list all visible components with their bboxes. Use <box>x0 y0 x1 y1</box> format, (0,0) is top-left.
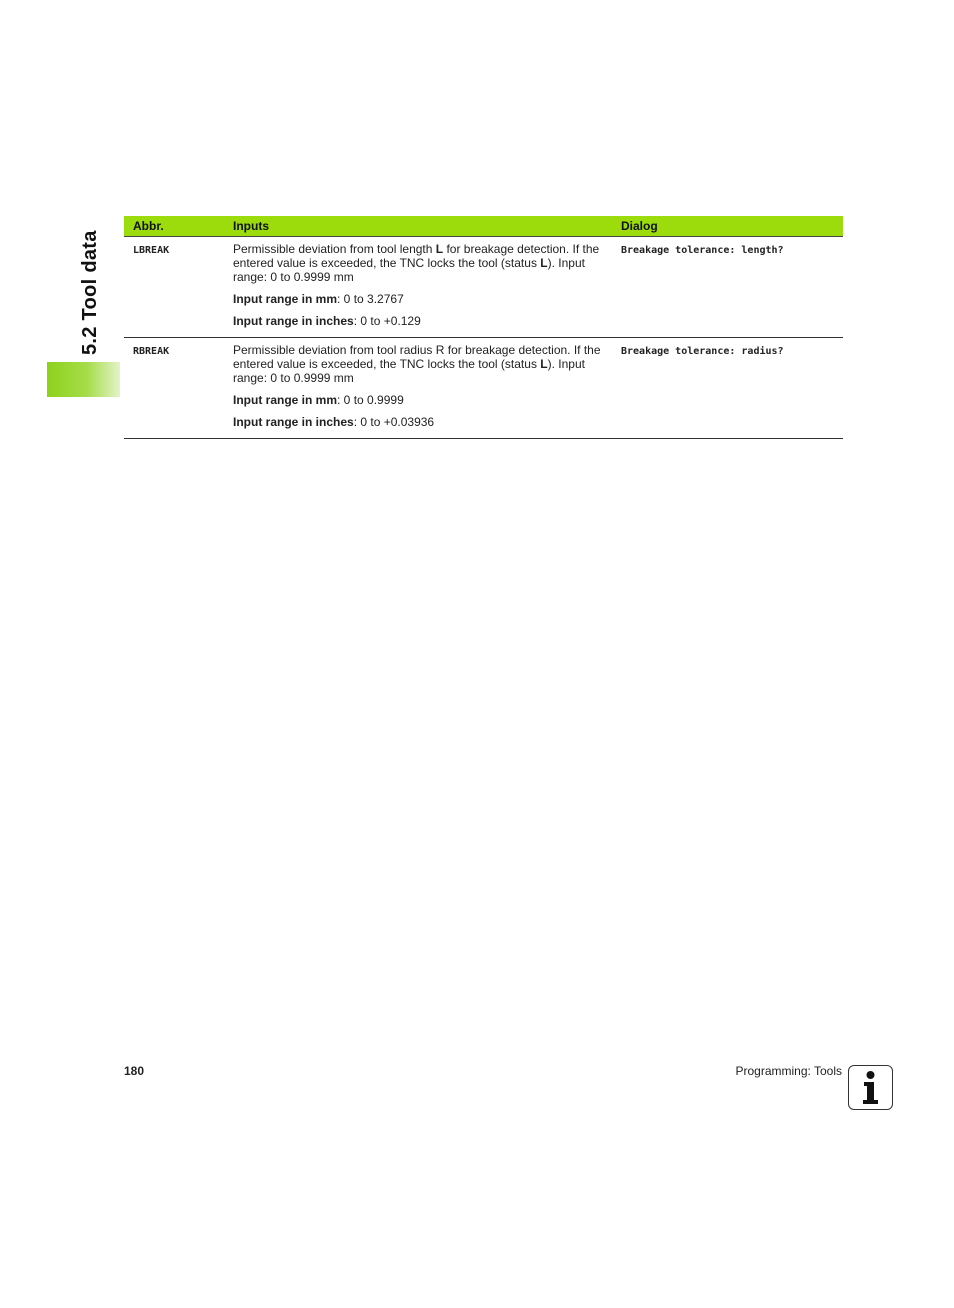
dialog-cell <box>612 338 843 439</box>
header-abbr: Abbr. <box>124 216 224 237</box>
input-range-inches: Input range in inches: 0 to +0.129 <box>233 314 421 328</box>
input-range-mm: Input range in mm: 0 to 3.2767 <box>233 292 404 306</box>
info-icon-glyph <box>849 1066 892 1109</box>
inputs-cell <box>224 237 612 338</box>
dialog-text: Breakage tolerance: length? <box>621 245 784 256</box>
header-dialog: Dialog <box>612 216 843 237</box>
description: Permissible deviation from tool radius R for breakage detection. If the entered value is exceeded, the TNC locks the tool (status L). Input range: 0 to 0.9999 mm <box>233 343 601 385</box>
abbr-text: RBREAK <box>133 346 170 357</box>
abbr-cell <box>124 237 224 338</box>
input-range-mm: Input range in mm: 0 to 0.9999 <box>233 393 404 407</box>
info-icon <box>848 1065 893 1110</box>
table-row-rbreak <box>124 338 843 439</box>
inputs-cell <box>224 338 612 439</box>
abbr-cell <box>124 338 224 439</box>
table-row-lbreak <box>124 237 843 338</box>
tool-data-table <box>124 216 843 439</box>
page-number: 180 <box>124 1064 145 1078</box>
input-range-inches: Input range in inches: 0 to +0.03936 <box>233 415 435 429</box>
header-inputs: Inputs <box>224 216 612 237</box>
table-header-row <box>124 216 843 237</box>
description: Permissible deviation from tool length L for breakage detection. If the entered value is exceeded, the TNC locks the tool (status L). Input range: 0 to 0.9999 mm <box>233 242 600 284</box>
section-title <box>75 215 107 355</box>
chapter-title: Programming: Tools <box>735 1064 842 1078</box>
dialog-cell <box>612 237 843 338</box>
section-title-text: 5.2 Tool data <box>79 230 101 355</box>
abbr-text: LBREAK <box>133 245 170 256</box>
dialog-text: Breakage tolerance: radius? <box>621 346 784 357</box>
section-tab-marker <box>47 362 120 397</box>
